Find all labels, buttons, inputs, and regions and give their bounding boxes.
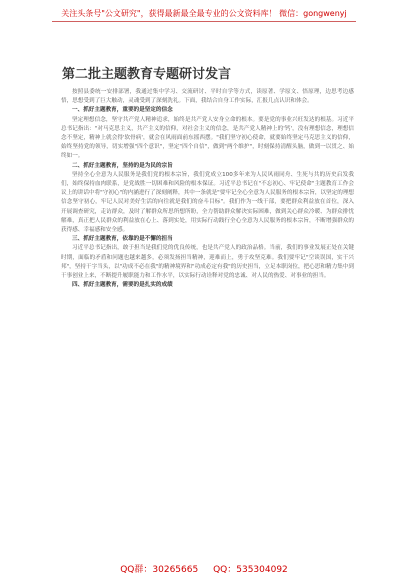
body-paragraph: 习近平总书记指出，敢于担当是我们党的优良传统，也是共产党人的政治品格。当前，我们的事业发展正处在关键时期，面临的矛盾和问题也越来越多，必须发扬担当精神，迎难而上，勇于攻坚克难。我们要牢记"空谈误国，实干兴邦"，坚持干字当头，以"功成不必在我"的精神境界和"功成必定有我"的历史担当，立足本职岗位，把心思和精力集中到干事创业上来，不断提升履职能力和工作水平，以实际行动诠释对党的忠诚、对人民的热爱、对事业的担当。 [61,245,354,280]
section-heading: 一、抓好主题教育，重要的是坚定的信念 [72,107,173,114]
promo-banner: 关注头条号"公文研究"，获得最新最全最专业的公文资料库！ 微信：gongwenyj [61,9,347,18]
body-paragraph: 坚持全心全意为人民服务是我们党的根本宗旨，我们党成立100多年来为人民风雨同舟、生死与共的历史启发我们，始终保持血肉联系，是党战胜一切困难和风险的根本保证。习近平总书记在"不忘初心、牢记使命"主题教育工作会议上的讲话中将"守初心"的内涵进行了深刻阐释，其中一条就是"要牢记全心全意为人民服务的根本宗旨，以坚定的理想信念坚守初心，牢记人民对美好生活的向往就是我们的奋斗目标"。我们作为一线干部，要把群众利益放在首位，深入开展调查研究，走访群众，及时了解群众所思所想所盼，全力帮助群众解决实际困难，做到关心群众冷暖、为群众排忧解难，真正把人民群众的利益放在心上、落到实处，用实际行动践行全心全意为人民服务的根本宗旨，不断增强群众的获得感、幸福感和安全感。 [61,171,355,234]
body-paragraph: 坚定理想信念，坚守共产党人精神追求，始终是共产党人安身立命的根本。要是党的事业兴旺发达的根基。习近平总书记指出："对马克思主义，共产主义的信仰，对社会主义的信念，是共产党人精神上的'钙'，没有理想信念，理想信念不坚定，精神上就会得'软骨病'，就会在风雨面前东摇西摆。"我们坚守初心使命，就要始终坚定马克思主义的信仰，始终坚持党的领导，切实增强"四个意识"，坚定"四个自信"，做到"两个维护"，时刻保持清醒头脑，做到一以贯之、始终如一。 [61,116,354,160]
qq-group-number: QQ群：30265665 [120,565,199,575]
section-heading: 二、抓好主题教育，坚持的是为民的宗旨 [72,162,173,169]
contact-footer [0,562,408,575]
document-body [61,88,354,290]
qq-number: QQ：535304092 [213,565,288,575]
body-paragraph: 按照县委统一安排部署，我通过集中学习、交流研讨、平时自学等方式，读原著、学原文、悟原理，边思考边感悟，思想受到了巨大触动，灵魂受到了深刻洗礼。下面，我结合自身工作实际，汇报几点认识和体会。 [61,89,354,105]
section-heading: 四、抓好主题教育，需要的是扎实的成绩 [72,282,173,289]
section-heading: 三、抓好主题教育，依靠的是不懈的担当 [72,236,173,243]
banner-divider [52,21,356,22]
document-title: 第二批主题教育专题研讨发言 [62,67,232,82]
